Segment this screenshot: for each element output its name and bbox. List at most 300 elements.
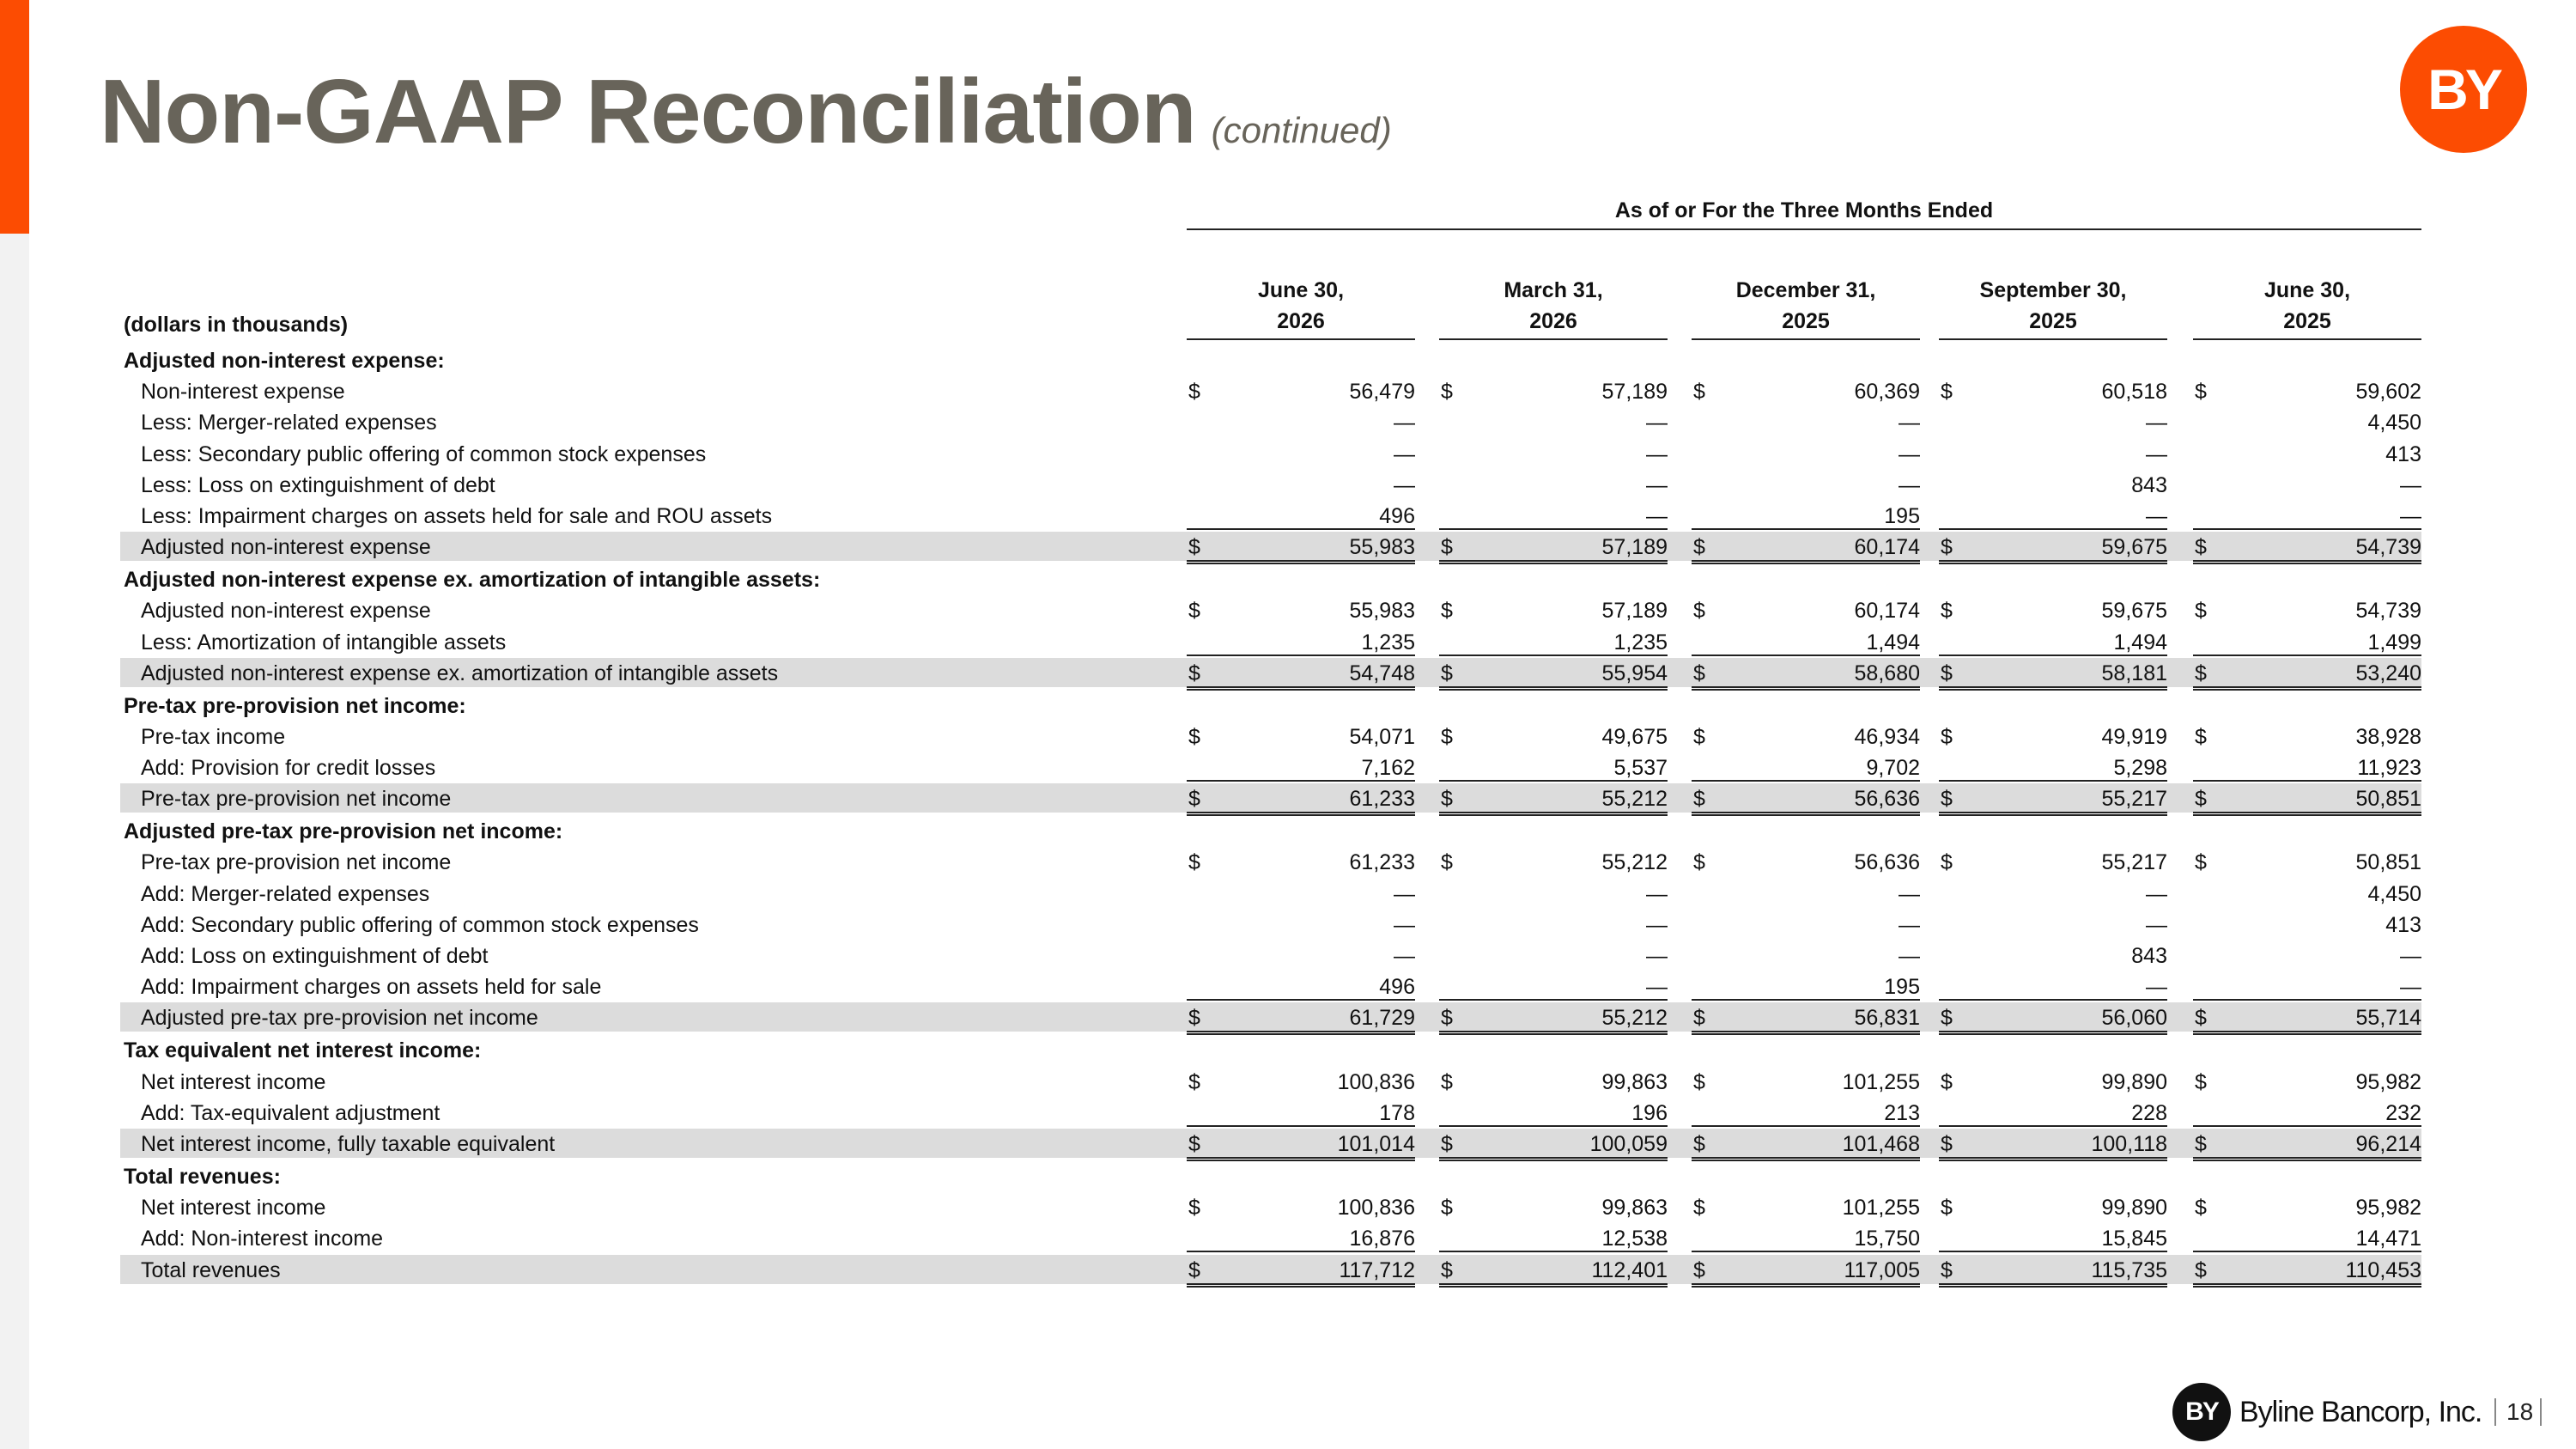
cell-value: — bbox=[1899, 881, 1920, 906]
value-cell bbox=[2193, 944, 2421, 970]
dollar-sign: $ bbox=[1693, 661, 1705, 685]
cell-value: 115,735 bbox=[2091, 1257, 2167, 1282]
value-cell bbox=[1439, 913, 1668, 939]
value-cell bbox=[1439, 725, 1668, 751]
dollar-sign: $ bbox=[1188, 1131, 1200, 1156]
table-row bbox=[120, 721, 2421, 752]
cell-value: 54,071 bbox=[1349, 724, 1415, 749]
value-cell bbox=[1939, 850, 2167, 876]
value-cell bbox=[2193, 787, 2421, 816]
cell-value: 49,675 bbox=[1601, 724, 1668, 749]
value-cell bbox=[1439, 473, 1668, 499]
cell-value: 100,059 bbox=[1589, 1131, 1668, 1156]
cell-value: — bbox=[1394, 441, 1415, 466]
table-row bbox=[120, 1067, 2421, 1098]
dollar-sign: $ bbox=[1441, 535, 1453, 560]
value-cell bbox=[1939, 442, 2167, 468]
dollar-sign: $ bbox=[1693, 535, 1705, 560]
value-cell bbox=[1439, 411, 1668, 436]
table-row bbox=[120, 1223, 2421, 1254]
value-cell bbox=[2193, 1070, 2421, 1096]
dollar-sign: $ bbox=[1441, 599, 1453, 624]
dollar-sign: $ bbox=[2195, 724, 2207, 749]
section-header-row bbox=[120, 1035, 2421, 1066]
dollar-sign: $ bbox=[2195, 850, 2207, 875]
cell-value: 1,494 bbox=[1866, 630, 1920, 654]
dollar-sign: $ bbox=[1441, 850, 1453, 875]
value-cell bbox=[1692, 944, 1920, 970]
value-cell bbox=[1187, 535, 1415, 564]
value-cell bbox=[2193, 473, 2421, 499]
value-cell bbox=[1692, 1006, 1920, 1035]
value-cell bbox=[2193, 1258, 2421, 1288]
row-label: Add: Non-interest income bbox=[141, 1227, 384, 1251]
value-cell bbox=[2193, 535, 2421, 564]
cell-value: — bbox=[1646, 411, 1668, 435]
value-cell bbox=[1439, 1227, 1668, 1252]
cell-value: 95,982 bbox=[2355, 1196, 2421, 1221]
cell-value: 100,118 bbox=[2091, 1131, 2167, 1156]
value-cell bbox=[2193, 1227, 2421, 1252]
table-row bbox=[120, 847, 2421, 878]
dollar-sign: $ bbox=[1941, 661, 1953, 685]
cell-value: 496 bbox=[1379, 975, 1415, 1000]
column-header bbox=[2193, 275, 2421, 340]
cell-value: — bbox=[1646, 881, 1668, 906]
total-row bbox=[120, 658, 2421, 691]
row-label: Pre-tax pre-provision net income bbox=[141, 787, 452, 812]
dollar-sign: $ bbox=[2195, 599, 2207, 624]
footer-logo-text: BY bbox=[2185, 1397, 2218, 1426]
cell-value: 16,876 bbox=[1349, 1227, 1415, 1251]
value-cell bbox=[1692, 787, 1920, 816]
cell-value: — bbox=[1394, 912, 1415, 937]
dollar-sign: $ bbox=[2195, 1006, 2207, 1031]
value-cell bbox=[2193, 1006, 2421, 1035]
value-cell bbox=[1939, 725, 2167, 751]
dollar-sign: $ bbox=[2195, 1257, 2207, 1282]
value-cell bbox=[1187, 1101, 1415, 1127]
dollar-sign: $ bbox=[1441, 661, 1453, 685]
value-cell bbox=[2193, 882, 2421, 908]
dollar-sign: $ bbox=[1441, 380, 1453, 405]
cell-value: 5,298 bbox=[2113, 756, 2167, 781]
dollar-sign: $ bbox=[1941, 599, 1953, 624]
value-cell bbox=[1939, 1070, 2167, 1096]
value-cell bbox=[1439, 882, 1668, 908]
dollar-sign: $ bbox=[1188, 380, 1200, 405]
dollar-sign: $ bbox=[1441, 1069, 1453, 1094]
dollar-sign: $ bbox=[1941, 1131, 1953, 1156]
value-cell bbox=[1439, 380, 1668, 405]
value-cell bbox=[1439, 1070, 1668, 1096]
dollar-sign: $ bbox=[1188, 724, 1200, 749]
dollar-sign: $ bbox=[1693, 1131, 1705, 1156]
value-cell bbox=[1692, 1101, 1920, 1127]
cell-value: 54,748 bbox=[1349, 661, 1415, 685]
page-number: 18 bbox=[2494, 1398, 2542, 1426]
dollar-sign: $ bbox=[1693, 1069, 1705, 1094]
value-cell bbox=[2193, 442, 2421, 468]
cell-value: 60,174 bbox=[1854, 535, 1920, 560]
value-cell bbox=[1692, 380, 1920, 405]
dollar-sign: $ bbox=[1693, 850, 1705, 875]
accent-bar bbox=[0, 0, 29, 234]
row-label: Adjusted non-interest expense ex. amortization of intangible assets: bbox=[124, 568, 821, 593]
cell-value: 196 bbox=[1631, 1100, 1668, 1125]
value-cell bbox=[1692, 535, 1920, 564]
value-cell bbox=[1939, 661, 2167, 691]
cell-value: 843 bbox=[2131, 944, 2167, 968]
column-header-period: March 31, bbox=[1504, 278, 1603, 302]
section-header-row bbox=[120, 564, 2421, 595]
cell-value: 5,537 bbox=[1613, 756, 1668, 781]
cell-value: 101,014 bbox=[1337, 1131, 1415, 1156]
cell-value: 14,471 bbox=[2355, 1227, 2421, 1251]
value-cell bbox=[1939, 1101, 2167, 1127]
dollar-sign: $ bbox=[1188, 850, 1200, 875]
dollar-sign: $ bbox=[1693, 1196, 1705, 1221]
value-cell bbox=[2193, 756, 2421, 782]
dollar-sign: $ bbox=[1941, 380, 1953, 405]
value-cell bbox=[1939, 1258, 2167, 1288]
row-label: Less: Secondary public offering of common stock expenses bbox=[141, 441, 707, 466]
cell-value: 57,189 bbox=[1601, 535, 1668, 560]
table-row bbox=[120, 595, 2421, 626]
column-header bbox=[1939, 275, 2167, 340]
value-cell bbox=[2193, 975, 2421, 1001]
value-cell bbox=[1939, 944, 2167, 970]
row-label: Less: Loss on extinguishment of debt bbox=[141, 472, 495, 497]
table-body bbox=[120, 345, 2421, 1288]
value-cell bbox=[1187, 504, 1415, 530]
cell-value: — bbox=[1899, 441, 1920, 466]
cell-value: — bbox=[1646, 975, 1668, 1000]
value-cell bbox=[1939, 535, 2167, 564]
row-label: Add: Tax-equivalent adjustment bbox=[141, 1100, 440, 1125]
cell-value: 413 bbox=[2385, 912, 2421, 937]
cell-value: 55,954 bbox=[1601, 661, 1668, 685]
value-cell bbox=[1939, 787, 2167, 816]
row-label: Less: Amortization of intangible assets bbox=[141, 630, 507, 654]
row-label: Total revenues bbox=[141, 1257, 281, 1282]
row-label: Adjusted pre-tax pre-provision net income: bbox=[124, 819, 563, 844]
column-header-period: December 31, bbox=[1735, 278, 1876, 302]
cell-value: 58,680 bbox=[1854, 661, 1920, 685]
cell-value: 15,845 bbox=[2101, 1227, 2167, 1251]
dollar-sign: $ bbox=[1693, 599, 1705, 624]
cell-value: 55,983 bbox=[1349, 599, 1415, 624]
dollar-sign: $ bbox=[1693, 380, 1705, 405]
value-cell bbox=[1692, 630, 1920, 656]
value-cell bbox=[1939, 1006, 2167, 1035]
value-cell bbox=[1439, 504, 1668, 530]
cell-value: — bbox=[1899, 472, 1920, 497]
value-cell bbox=[1439, 756, 1668, 782]
cell-value: — bbox=[1646, 912, 1668, 937]
cell-value: 112,401 bbox=[1591, 1257, 1668, 1282]
table-row bbox=[120, 910, 2421, 941]
value-cell bbox=[1439, 850, 1668, 876]
value-cell bbox=[2193, 380, 2421, 405]
cell-value: 49,919 bbox=[2101, 724, 2167, 749]
value-cell bbox=[1187, 599, 1415, 624]
row-label: Adjusted non-interest expense: bbox=[124, 349, 445, 373]
cell-value: 61,729 bbox=[1349, 1006, 1415, 1031]
value-cell bbox=[1939, 1196, 2167, 1221]
total-row bbox=[120, 1255, 2421, 1288]
page-title: Non-GAAP Reconciliation bbox=[100, 61, 1196, 162]
value-cell bbox=[1692, 756, 1920, 782]
value-cell bbox=[1187, 1196, 1415, 1221]
value-cell bbox=[1939, 913, 2167, 939]
value-cell bbox=[1439, 630, 1668, 656]
dollar-sign: $ bbox=[1441, 1196, 1453, 1221]
dollar-sign: $ bbox=[1941, 850, 1953, 875]
cell-value: 59,675 bbox=[2101, 599, 2167, 624]
dollar-sign: $ bbox=[2195, 787, 2207, 812]
column-header-year: 2025 bbox=[2283, 309, 2331, 333]
column-group-header: As of or For the Three Months Ended bbox=[1187, 196, 2421, 230]
value-cell bbox=[1187, 380, 1415, 405]
value-cell bbox=[1187, 661, 1415, 691]
cell-value: — bbox=[1646, 944, 1668, 968]
dollar-sign: $ bbox=[1941, 535, 1953, 560]
value-cell bbox=[1692, 1070, 1920, 1096]
cell-value: 55,212 bbox=[1601, 1006, 1668, 1031]
value-cell bbox=[1187, 1258, 1415, 1288]
value-cell bbox=[1692, 1132, 1920, 1161]
table-row bbox=[120, 439, 2421, 470]
dollar-sign: $ bbox=[2195, 535, 2207, 560]
cell-value: 4,450 bbox=[2367, 881, 2421, 906]
column-header-year: 2026 bbox=[1529, 309, 1577, 333]
value-cell bbox=[2193, 599, 2421, 624]
dollar-sign: $ bbox=[2195, 1196, 2207, 1221]
units-label: (dollars in thousands) bbox=[124, 313, 349, 337]
value-cell bbox=[1692, 913, 1920, 939]
column-header-year: 2026 bbox=[1277, 309, 1325, 333]
value-cell bbox=[1187, 1070, 1415, 1096]
dollar-sign: $ bbox=[1941, 724, 1953, 749]
cell-value: — bbox=[2146, 411, 2167, 435]
row-label: Less: Impairment charges on assets held for sale and ROU assets bbox=[141, 503, 773, 528]
value-cell bbox=[1187, 473, 1415, 499]
cell-value: 96,214 bbox=[2355, 1131, 2421, 1156]
cell-value: 55,714 bbox=[2355, 1006, 2421, 1031]
title-row bbox=[100, 60, 1392, 164]
table-row bbox=[120, 1192, 2421, 1223]
total-row bbox=[120, 783, 2421, 816]
value-cell bbox=[1439, 1006, 1668, 1035]
cell-value: 101,255 bbox=[1842, 1196, 1920, 1221]
row-label: Less: Merger-related expenses bbox=[141, 411, 437, 435]
dollar-sign: $ bbox=[1188, 535, 1200, 560]
table-row bbox=[120, 501, 2421, 532]
cell-value: — bbox=[1394, 472, 1415, 497]
value-cell bbox=[1187, 630, 1415, 656]
value-cell bbox=[1187, 1006, 1415, 1035]
column-header bbox=[1439, 275, 1668, 340]
cell-value: 413 bbox=[2385, 441, 2421, 466]
section-header-row bbox=[120, 691, 2421, 721]
value-cell bbox=[1439, 1101, 1668, 1127]
cell-value: 110,453 bbox=[2345, 1257, 2421, 1282]
cell-value: — bbox=[2146, 503, 2167, 528]
cell-value: 53,240 bbox=[2355, 661, 2421, 685]
cell-value: 1,235 bbox=[1613, 630, 1668, 654]
cell-value: 54,739 bbox=[2355, 535, 2421, 560]
value-cell bbox=[1692, 1258, 1920, 1288]
cell-value: 59,602 bbox=[2355, 380, 2421, 405]
cell-value: 195 bbox=[1884, 975, 1920, 1000]
row-label: Pre-tax pre-provision net income: bbox=[124, 693, 466, 718]
cell-value: 38,928 bbox=[2355, 724, 2421, 749]
cell-value: 117,005 bbox=[1844, 1257, 1920, 1282]
table-row bbox=[120, 376, 2421, 407]
footer-logo-mark-icon bbox=[2172, 1383, 2231, 1441]
dollar-sign: $ bbox=[1441, 724, 1453, 749]
value-cell bbox=[1692, 1196, 1920, 1221]
total-row bbox=[120, 1002, 2421, 1035]
row-label: Adjusted non-interest expense bbox=[141, 599, 431, 624]
value-cell bbox=[1439, 535, 1668, 564]
value-cell bbox=[1692, 473, 1920, 499]
column-header bbox=[1187, 275, 1415, 340]
cell-value: — bbox=[1646, 503, 1668, 528]
row-label: Net interest income bbox=[141, 1069, 326, 1094]
cell-value: — bbox=[2400, 472, 2421, 497]
dollar-sign: $ bbox=[1188, 1069, 1200, 1094]
dollar-sign: $ bbox=[1693, 1006, 1705, 1031]
value-cell bbox=[1187, 756, 1415, 782]
dollar-sign: $ bbox=[2195, 1131, 2207, 1156]
row-label: Adjusted non-interest expense bbox=[141, 535, 431, 560]
row-label: Pre-tax income bbox=[141, 724, 286, 749]
value-cell bbox=[1939, 504, 2167, 530]
cell-value: 101,255 bbox=[1842, 1069, 1920, 1094]
cell-value: — bbox=[1899, 912, 1920, 937]
cell-value: — bbox=[1394, 881, 1415, 906]
section-header-row bbox=[120, 1161, 2421, 1192]
cell-value: 55,212 bbox=[1601, 850, 1668, 875]
cell-value: — bbox=[1394, 411, 1415, 435]
cell-value: 95,982 bbox=[2355, 1069, 2421, 1094]
cell-value: 1,494 bbox=[2113, 630, 2167, 654]
cell-value: 1,499 bbox=[2367, 630, 2421, 654]
cell-value: 50,851 bbox=[2355, 787, 2421, 812]
value-cell bbox=[2193, 630, 2421, 656]
cell-value: 232 bbox=[2385, 1100, 2421, 1125]
cell-value: 9,702 bbox=[1866, 756, 1920, 781]
cell-value: 55,217 bbox=[2101, 850, 2167, 875]
value-cell bbox=[1692, 725, 1920, 751]
value-cell bbox=[1439, 1132, 1668, 1161]
cell-value: 101,468 bbox=[1842, 1131, 1920, 1156]
cell-value: 56,060 bbox=[2101, 1006, 2167, 1031]
cell-value: 61,233 bbox=[1349, 850, 1415, 875]
cell-value: 56,636 bbox=[1854, 850, 1920, 875]
cell-value: 55,983 bbox=[1349, 535, 1415, 560]
dollar-sign: $ bbox=[1693, 724, 1705, 749]
value-cell bbox=[1692, 411, 1920, 436]
table-row bbox=[120, 941, 2421, 971]
cell-value: 59,675 bbox=[2101, 535, 2167, 560]
cell-value: 57,189 bbox=[1601, 599, 1668, 624]
value-cell bbox=[1692, 850, 1920, 876]
cell-value: 50,851 bbox=[2355, 850, 2421, 875]
column-header-year: 2025 bbox=[2029, 309, 2077, 333]
byline-logo-icon bbox=[2400, 26, 2527, 153]
row-label: Net interest income bbox=[141, 1196, 326, 1221]
value-cell bbox=[1187, 850, 1415, 876]
value-cell bbox=[1692, 442, 1920, 468]
value-cell bbox=[1692, 504, 1920, 530]
value-cell bbox=[1187, 944, 1415, 970]
dollar-sign: $ bbox=[1941, 1069, 1953, 1094]
value-cell bbox=[1939, 411, 2167, 436]
column-header bbox=[1692, 275, 1920, 340]
row-label: Non-interest expense bbox=[141, 380, 345, 405]
cell-value: 99,890 bbox=[2101, 1069, 2167, 1094]
column-headers bbox=[120, 275, 2421, 344]
row-label: Add: Merger-related expenses bbox=[141, 881, 430, 906]
value-cell bbox=[2193, 913, 2421, 939]
cell-value: 1,235 bbox=[1361, 630, 1415, 654]
value-cell bbox=[1187, 913, 1415, 939]
cell-value: 56,636 bbox=[1854, 787, 1920, 812]
dollar-sign: $ bbox=[1188, 787, 1200, 812]
cell-value: 57,189 bbox=[1601, 380, 1668, 405]
cell-value: 60,369 bbox=[1854, 380, 1920, 405]
column-header-period: June 30, bbox=[1257, 278, 1345, 302]
cell-value: 61,233 bbox=[1349, 787, 1415, 812]
company-name: Byline Bancorp, Inc. bbox=[2239, 1395, 2482, 1428]
dollar-sign: $ bbox=[1941, 787, 1953, 812]
dollar-sign: $ bbox=[1941, 1196, 1953, 1221]
value-cell bbox=[1692, 599, 1920, 624]
value-cell bbox=[1939, 882, 2167, 908]
cell-value: — bbox=[2146, 975, 2167, 1000]
cell-value: 496 bbox=[1379, 503, 1415, 528]
value-cell bbox=[1187, 787, 1415, 816]
dollar-sign: $ bbox=[1941, 1257, 1953, 1282]
cell-value: 60,174 bbox=[1854, 599, 1920, 624]
row-label: Total revenues: bbox=[124, 1164, 281, 1189]
cell-value: 99,890 bbox=[2101, 1196, 2167, 1221]
value-cell bbox=[1187, 882, 1415, 908]
value-cell bbox=[1187, 411, 1415, 436]
value-cell bbox=[1939, 756, 2167, 782]
value-cell bbox=[2193, 1196, 2421, 1221]
value-cell bbox=[1187, 1227, 1415, 1252]
dollar-sign: $ bbox=[1941, 1006, 1953, 1031]
page-subtitle: (continued) bbox=[1211, 110, 1392, 150]
value-cell bbox=[1187, 442, 1415, 468]
table-row bbox=[120, 971, 2421, 1002]
value-cell bbox=[1187, 975, 1415, 1001]
cell-value: — bbox=[2400, 944, 2421, 968]
cell-value: 46,934 bbox=[1854, 724, 1920, 749]
dollar-sign: $ bbox=[1693, 1257, 1705, 1282]
value-cell bbox=[2193, 661, 2421, 691]
value-cell bbox=[2193, 850, 2421, 876]
cell-value: — bbox=[2146, 441, 2167, 466]
footer-logo bbox=[2172, 1383, 2482, 1441]
cell-value: 55,212 bbox=[1601, 787, 1668, 812]
value-cell bbox=[1187, 725, 1415, 751]
cell-value: 4,450 bbox=[2367, 411, 2421, 435]
